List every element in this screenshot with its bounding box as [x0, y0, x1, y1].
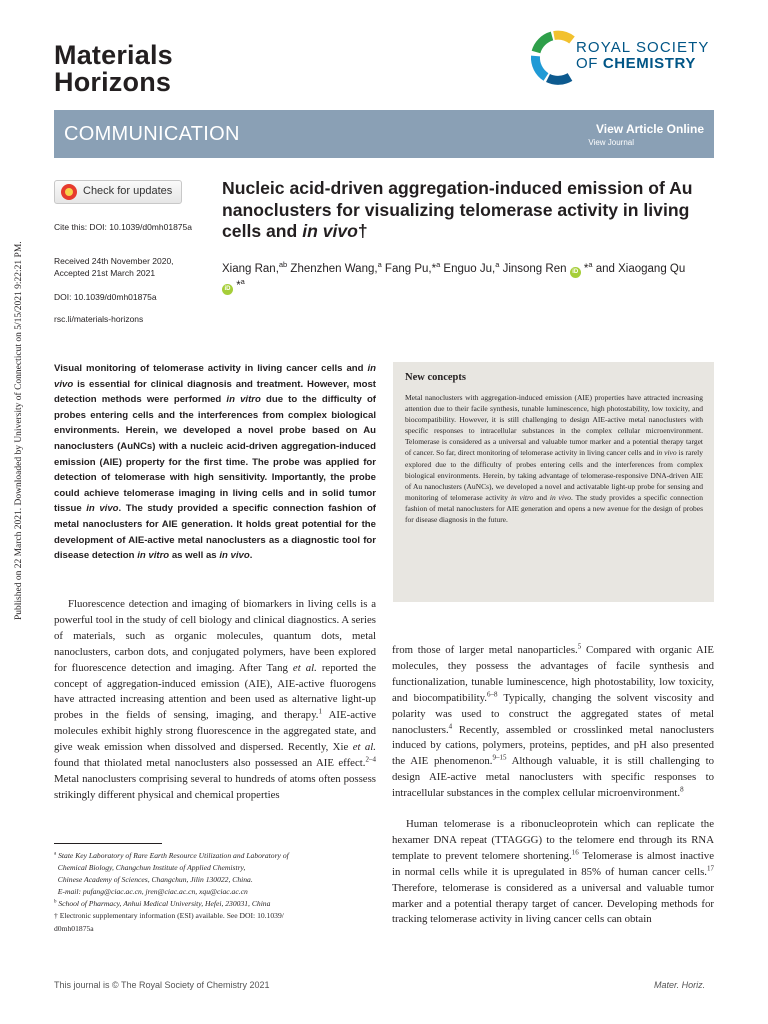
view-article-online-link[interactable]: View Article Online: [595, 122, 704, 136]
body-column-2-para-2: Human telomerase is a ribonucleoprotein which can replicate the hexamer DNA repeat (TTAGGG) to the telomere end through its RNA template to prevent telomere shortening.$^{16}$ Telomerase is almost inactive in normal cells while it is upregulated in 85% of human cancer cells.$^{17}$ Therefore, telomerase is considered as a universal and valuable tumor marker and a potential therapy target of cancer. Developing methods for tracking telomerase activity in living cancer cells can obtain: [392, 818, 714, 926]
crossmark-icon: [61, 184, 77, 200]
footer-journal-abbrev: Mater. Horiz.: [654, 980, 706, 990]
abstract: Visual monitoring of telomerase activity in living cancer cells and in vivo is essential for clinical diagnosis and treatment. However, most detection methods were performed in vitro due to the difficulty of probes entering cells and the interferences from complex biological environments. Herein, we developed a novel probe based on Au nanoclusters (AuNCs) with a nucleic acid-driven aggregation-induced emission (AIE) property for the first time. The probe was applied for detection of telomerase with high sensitivity. Importantly, the probe could achieve telomerase imaging in living cells and in solid tumor tissue in vivo. The study provided a specific connection fashion of metal nanoclusters for AIE generation. It holds great potential for the development of AIE-active metal nanoclusters as a diagnostic tool for disease detection in vitro as well as in vivo.: [54, 363, 376, 562]
footer-copyright: This journal is © The Royal Society of Chemistry 2021: [54, 980, 270, 990]
body-column-2-para-1: from those of larger metal nanoparticles.$^5$ Compared with organic AIE molecules, they possess the advantages of facile synthesis and functionalization, tunable luminescence, high photostability, low toxicity, and biocompatibility.$^{6-8}$ Typically, changing the solvent viscosity and polarity was used to construct the aggregated states of metal nanoclusters.$^4$ Recently, assembled or crosslinked metal nanoclusters induced by cations, polymers, proteins, peptides, and pH also presented the AIE phenomenon.$^{9-15}$ Although valuable, it is still challenging to design AIE-active metal nanoclusters with specific responses to intracellular substances in the complex cellular microenvironment.$^8$: [392, 642, 714, 800]
section-label: COMMUNICATION: [64, 123, 240, 145]
doi[interactable]: DOI: 10.1039/d0mh01875a: [54, 292, 157, 302]
body-column-1: Fluorescence detection and imaging of biomarkers in living cells is a powerful tool in the study of cell biology and clinical diagnostics. A series of materials, such as organic molecules, quantum dots, metal nanoclusters, carbon dots, and conjugated polymers, have been explored for fluorescence detection and imaging. After Tang et al. reported the concept of aggregation-induced emission (AIE), AIE-active fluorogens have attracted increasing attention and been used as alternative light-up probes in the fields of sensing, imaging, and therapy.$^1$ AIE-active molecules exhibit highly strong fluorescence in the aggregated state, and give weak emission when dissolved and dispersed. Recently, Xie et al. found that thiolated metal nanoclusters also possessed an AIE effect.$^{2-4}$ Metal nanoclusters comprising several to hundreds of atoms often possess strikingly different physical and chemical properties: [54, 598, 376, 801]
download-notice: Published on 22 March 2021. Downloaded by University of Connecticut on 5/15/2021 9:22:21 PM.: [14, 241, 24, 620]
journal-url[interactable]: rsc.li/materials-horizons: [54, 314, 144, 324]
footnote-divider: [54, 843, 162, 844]
publisher-name: ROYAL SOCIETY OF CHEMISTRY: [576, 39, 710, 72]
accepted-date: Accepted 21st March 2021: [54, 268, 156, 278]
article-title: Nucleic acid-driven aggregation-induced emission of Au nanoclusters for visualizing telomerase activity in living cells and in vivo†: [222, 178, 693, 241]
section-banner: [54, 110, 714, 158]
author-list: Xiang Ran,$^{ab}$ Zhenzhen Wang,$^a$ Fang Pu,*$^a$ Enguo Ju,$^a$ Jinsong Ren iD *$^a$ and Xiaogang Qu iD *$^a$: [222, 261, 692, 295]
footnotes: $^a$ State Key Laboratory of Rare Earth Resource Utilization and Laboratory of Chemical Biology, Changchun Institute of Applied Chemistry, Chinese Academy of Sciences, Changchun, Jilin 130022, China. E-mail: pufang@ciac.ac.cn, jren@ciac.ac.cn, xqu@ciac.ac.cn $^b$ School of Pharmacy, Anhui Medical University, Hefei, 230031, China † Electronic supplementary information (ESI) available. See DOI: 10.1039/ d0mh01875a: [54, 851, 289, 933]
new-concepts-box: [393, 362, 714, 602]
new-concepts-heading: New concepts: [405, 372, 466, 383]
journal-title: Materials Horizons: [54, 40, 173, 97]
new-concepts-body: Metal nanoclusters with aggregation-induced emission (AIE) properties have attracted increasing attention due to their facile synthesis, tunable luminescence, high photostability, low toxicity, and biocompatibility. However, it is still challenging to design AIE-active metal nanoclusters with specific responses to intracellular substances in the complex cellular microenvironment. Telomerase is considered as a universal and valuable tumor marker and a potential therapy target of cancer. So far, direct monitoring of telomerase activity in living cancer cells and in vivo is rarely explored due to the difficulty of probes entering cells and the interferences from complex biological environments. Herein, by taking advantage of telomerase-responsive DNA-driven AIE of Au nanoclusters (AuNCs), we developed a novel and activatable light-up probe for sensing and monitoring of telomerase activity in vitro and in vivo. The study provides a specific connection fashion of metal nanoclusters for AIE generation and opens a new avenue for the design of probes for disease diagnosis in the future.: [405, 393, 703, 525]
cite-this: Cite this: DOI: 10.1039/d0mh01875a: [54, 222, 192, 232]
received-date: Received 24th November 2020,: [54, 256, 174, 266]
view-journal-link[interactable]: View Journal: [588, 138, 634, 147]
check-for-updates-button[interactable]: Check for updates: [54, 180, 182, 204]
